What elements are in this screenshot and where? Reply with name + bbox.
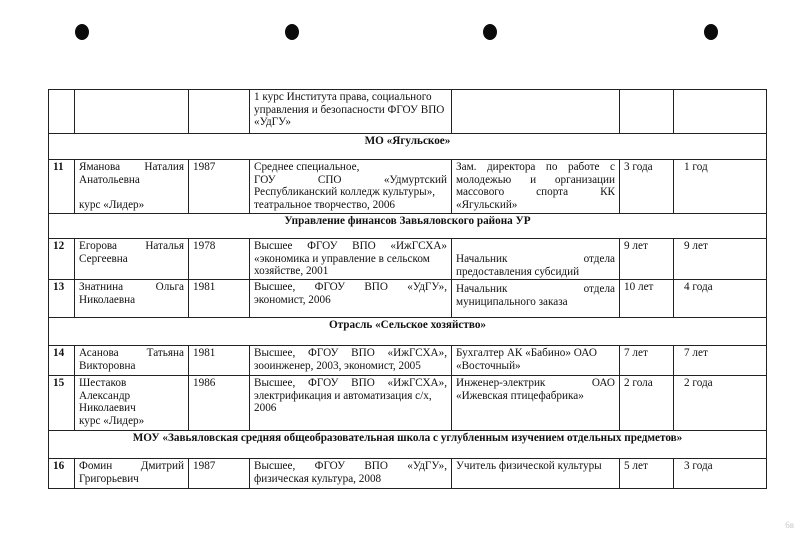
- birth-year: 1987: [189, 459, 250, 489]
- row-number: 16: [49, 459, 75, 489]
- position: [452, 90, 620, 134]
- current-experience: 7 лет: [674, 346, 767, 376]
- total-experience: 2 гола: [620, 376, 674, 431]
- birth-year: 1978: [189, 239, 250, 280]
- education: Высшее, ФГОУ ВПО «УдГУ», экономист, 2006: [250, 280, 452, 318]
- education: Высшее ФГОУ ВПО «ИжГСХА» «экономика и управление в сельском хозяйстве, 2001: [250, 239, 452, 280]
- education: Высшее, ФГОУ ВПО «УдГУ», физическая культура, 2008: [250, 459, 452, 489]
- current-experience: [674, 90, 767, 134]
- personnel-table: [48, 89, 767, 489]
- section-title: МО «Ягульское»: [49, 134, 767, 160]
- birth-year: 1981: [189, 346, 250, 376]
- current-experience: 1 год: [674, 160, 767, 214]
- position: Бухгалтер АК «Бабино» ОАО «Восточный»: [452, 346, 620, 376]
- position: Инженер-электрик ОАО «Ижевская птицефабрика»: [452, 376, 620, 431]
- binder-hole-2: [285, 24, 299, 40]
- full-name: Асанова Татьяна Викторовна: [75, 346, 189, 376]
- current-experience: 2 года: [674, 376, 767, 431]
- full-name: Егорова Наталья Сергеевна: [75, 239, 189, 280]
- binder-hole-3: [483, 24, 497, 40]
- education: Высшее, ФГОУ ВПО «ИжГСХА», зооинженер, 2003, экономист, 2005: [250, 346, 452, 376]
- education: Среднее специальное, ГОУ СПО «Удмуртский Республиканский колледж культуры», театральное творчество, 2006: [250, 160, 452, 214]
- section-row: [49, 134, 767, 160]
- position: Зам. директора по работе с молодежью и организации массового спорта КК «Ягульский»: [452, 160, 620, 214]
- row-number: 12: [49, 239, 75, 280]
- section-title: Отрасль «Сельское хозяйство»: [49, 318, 767, 346]
- table-row: [49, 459, 767, 489]
- education: Высшее, ФГОУ ВПО «ИжГСХА», электрификация и автоматизация с/х, 2006: [250, 376, 452, 431]
- birth-year: 1981: [189, 280, 250, 318]
- table-row: [49, 160, 767, 214]
- binder-hole-4: [704, 24, 718, 40]
- position: Начальник отдела предоставления субсидий: [452, 239, 620, 280]
- section-row: [49, 431, 767, 459]
- full-name: Шестаков Александр Николаевич курс «Лидер»: [75, 376, 189, 431]
- row-number: 15: [49, 376, 75, 431]
- total-experience: 9 лет: [620, 239, 674, 280]
- row-number: 13: [49, 280, 75, 318]
- table-row: [49, 346, 767, 376]
- current-experience: 4 года: [674, 280, 767, 318]
- current-experience: 9 лет: [674, 239, 767, 280]
- table-row: [49, 376, 767, 431]
- table-row: [49, 280, 767, 318]
- full-name: Знатнина Ольга Николаевна: [75, 280, 189, 318]
- row-number: 14: [49, 346, 75, 376]
- full-name: Яманова Наталия Анатольевна курс «Лидер»: [75, 160, 189, 214]
- section-row: [49, 318, 767, 346]
- table-row: [49, 90, 767, 134]
- section-row: [49, 214, 767, 239]
- full-name: Фомин Дмитрий Григорьевич: [75, 459, 189, 489]
- full-name: [75, 90, 189, 134]
- total-experience: 7 лет: [620, 346, 674, 376]
- birth-year: 1986: [189, 376, 250, 431]
- position: Учитель физической культуры: [452, 459, 620, 489]
- margin-mark: 6в: [785, 520, 794, 530]
- total-experience: 3 года: [620, 160, 674, 214]
- current-experience: 3 года: [674, 459, 767, 489]
- position: Начальник отдела муниципального заказа: [452, 280, 620, 318]
- row-number: [49, 90, 75, 134]
- total-experience: 5 лет: [620, 459, 674, 489]
- row-number: 11: [49, 160, 75, 214]
- birth-year: 1987: [189, 160, 250, 214]
- total-experience: [620, 90, 674, 134]
- education: 1 курс Института права, социального управления и безопасности ФГОУ ВПО «УдГУ»: [250, 90, 452, 134]
- section-title: Управление финансов Завьяловского района УР: [49, 214, 767, 239]
- birth-year: [189, 90, 250, 134]
- table-row: [49, 239, 767, 280]
- section-title: МОУ «Завьяловская средняя общеобразовательная школа с углубленным изучением отдельных предметов»: [49, 431, 767, 459]
- binder-hole-1: [75, 24, 89, 40]
- total-experience: 10 лет: [620, 280, 674, 318]
